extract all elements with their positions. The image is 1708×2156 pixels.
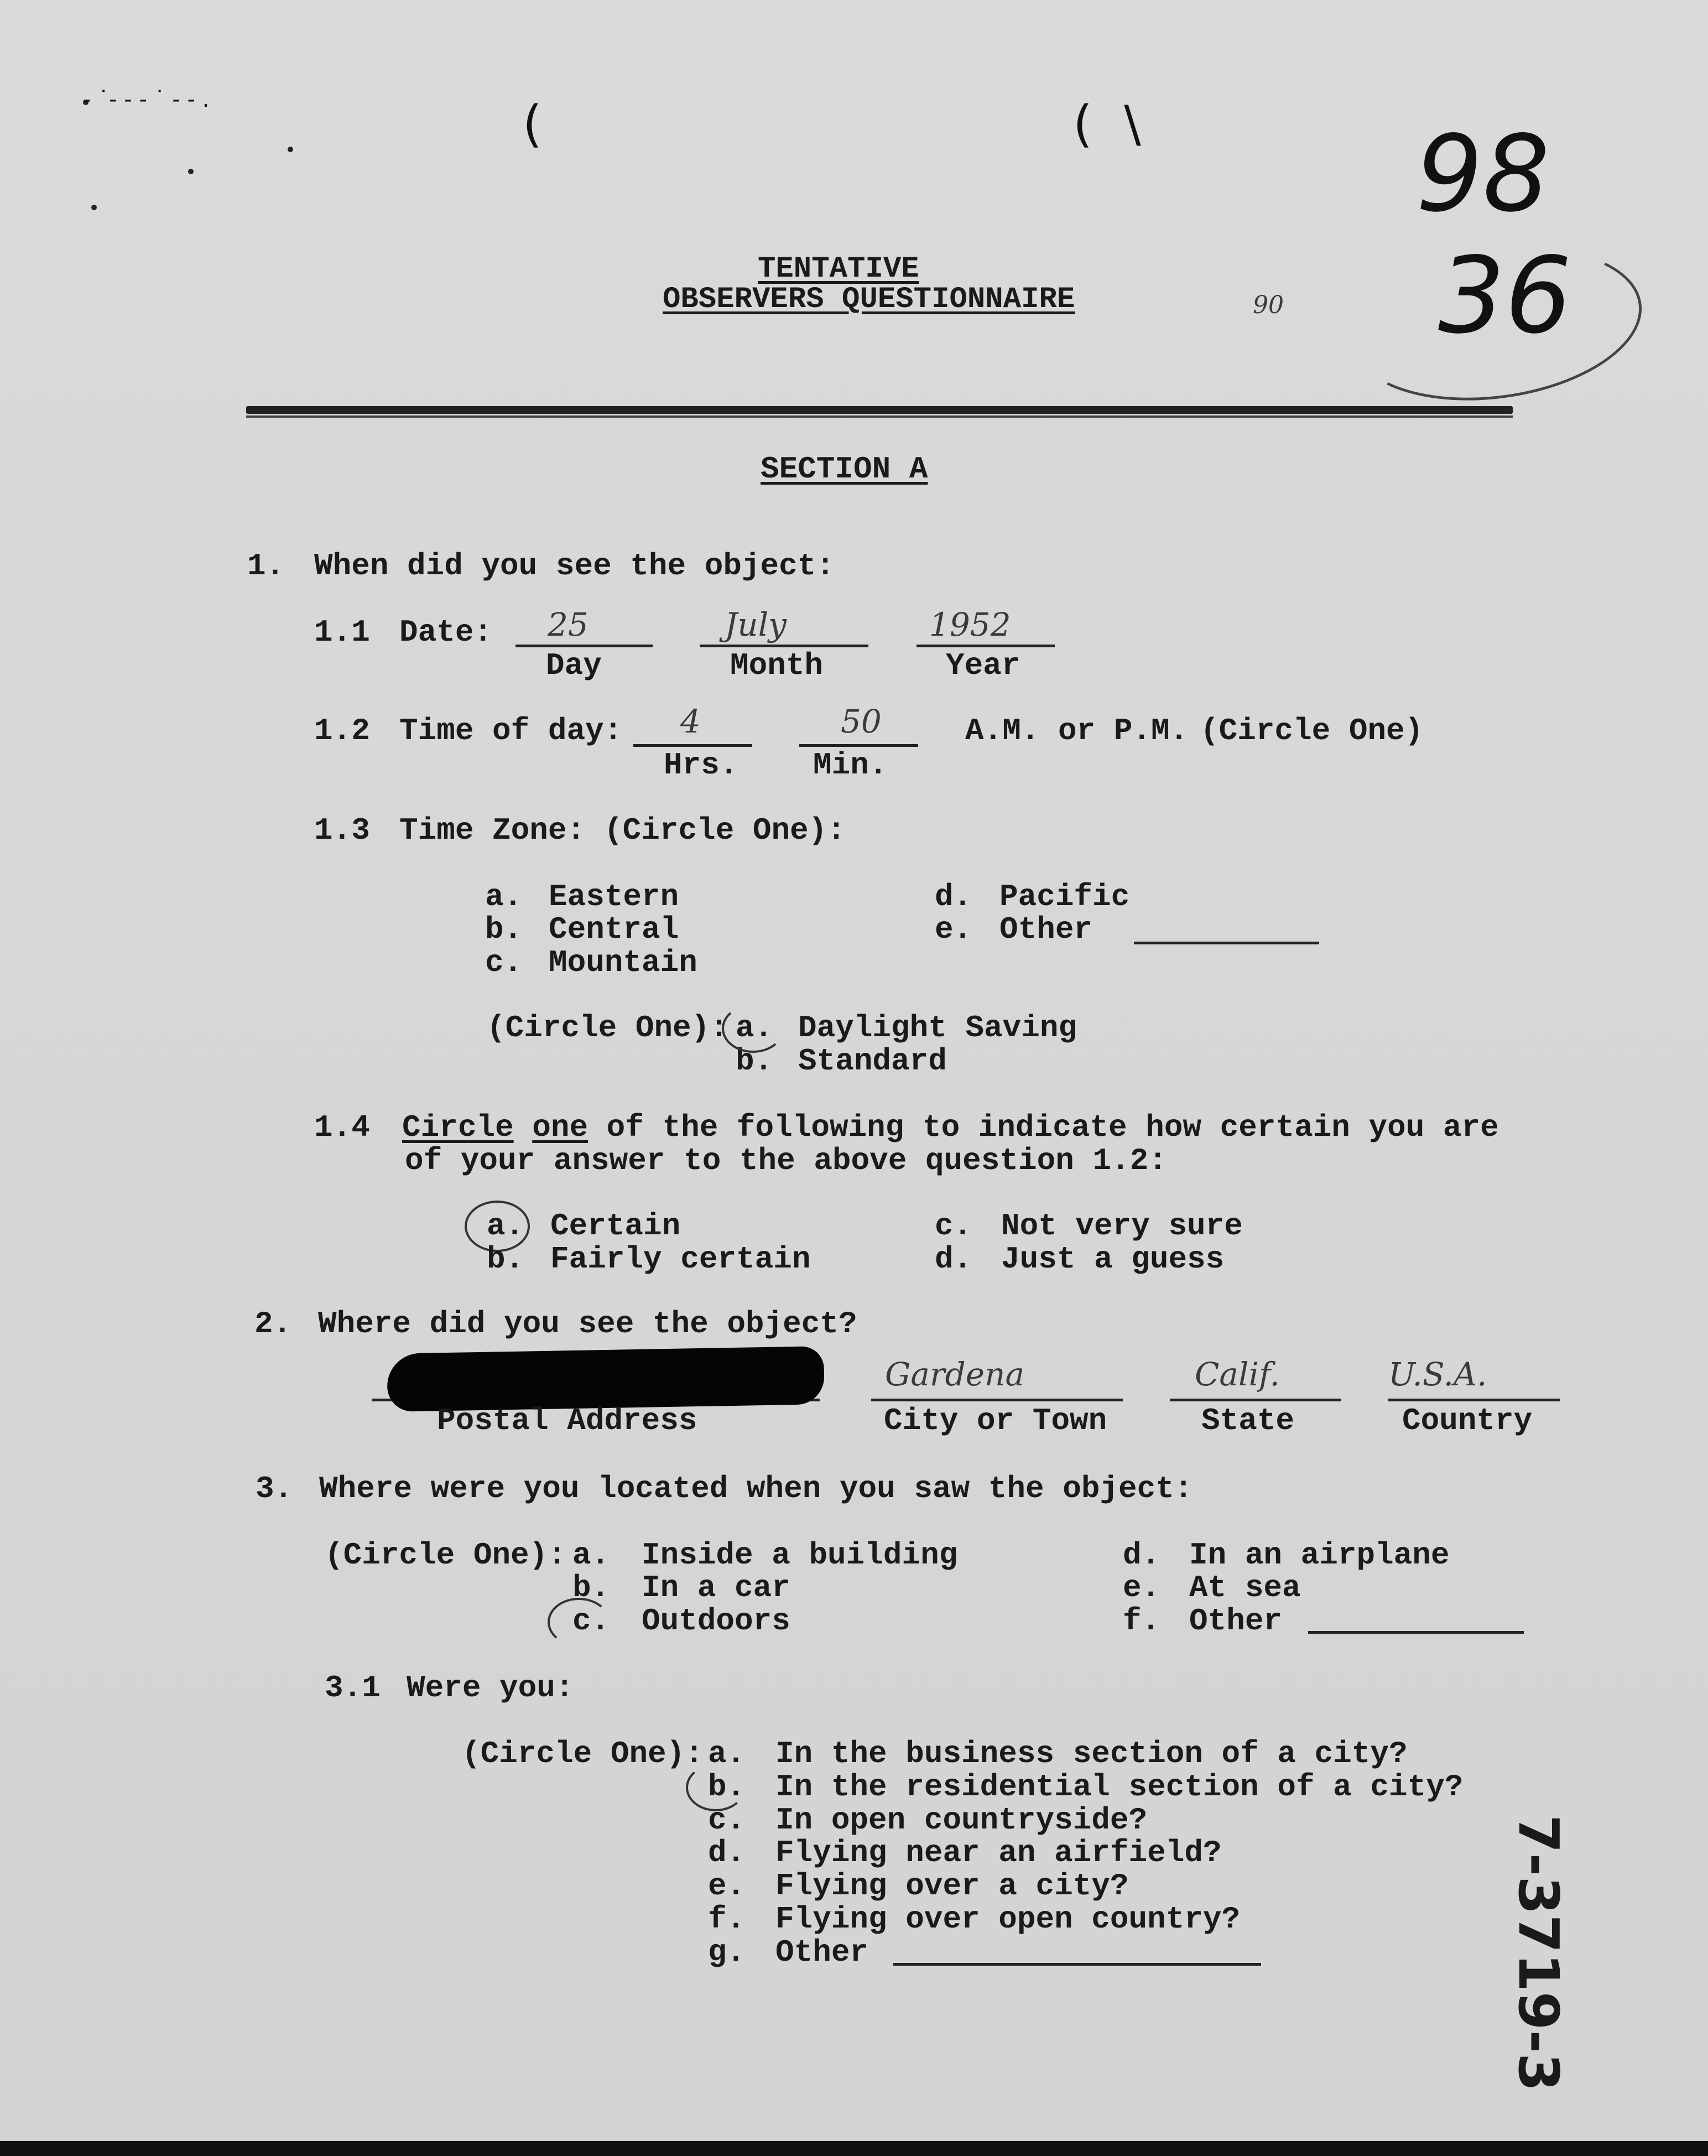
time-circle-instruction: (Circle One) xyxy=(1200,713,1424,749)
question-2-text: Where did you see the object? xyxy=(318,1306,857,1342)
location-option-b-letter: b. xyxy=(572,1570,610,1606)
zone-other-field[interactable] xyxy=(1134,942,1319,944)
section-heading: SECTION A xyxy=(761,451,928,487)
date-month-entry[interactable]: July xyxy=(725,606,787,643)
date-month-caption: Month xyxy=(730,648,824,683)
area-option-g[interactable]: Other xyxy=(775,1935,869,1970)
date-day-field[interactable] xyxy=(515,645,653,647)
time-minutes-entry[interactable]: 50 xyxy=(841,703,882,740)
dst-option-b-letter: b. xyxy=(736,1043,773,1079)
certainty-option-b[interactable]: Fairly certain xyxy=(550,1241,811,1277)
location-option-c-letter: c. xyxy=(572,1603,610,1639)
zone-option-b[interactable]: Central xyxy=(549,912,679,947)
zone-option-c-letter: c. xyxy=(485,945,523,980)
handwritten-circle xyxy=(1341,229,1652,418)
q3-instruction: (Circle One): xyxy=(325,1537,566,1573)
dst-option-b[interactable]: Standard xyxy=(798,1043,947,1079)
location-option-d-letter: d. xyxy=(1123,1537,1160,1573)
q1-4-circle-word: Circle xyxy=(402,1110,514,1145)
location-option-b[interactable]: In a car xyxy=(642,1570,790,1606)
country-entry[interactable]: U.S.A. xyxy=(1388,1355,1487,1393)
q1-2-number: 1.2 xyxy=(314,713,370,749)
area-option-e-letter: e. xyxy=(708,1868,746,1904)
zone-option-a-letter: a. xyxy=(485,879,523,915)
date-year-entry[interactable]: 1952 xyxy=(929,606,1011,643)
question-2-number: 2. xyxy=(254,1306,292,1342)
area-option-c-letter: c. xyxy=(708,1802,746,1838)
q1-3-number: 1.3 xyxy=(314,813,370,848)
certainty-option-c[interactable]: Not very sure xyxy=(1001,1208,1243,1244)
dst-option-a[interactable]: Daylight Saving xyxy=(798,1010,1077,1046)
area-option-b[interactable]: In the residential section of a city? xyxy=(775,1769,1464,1805)
q1-4-label xyxy=(402,1112,1499,1143)
scan-speck xyxy=(288,147,293,152)
scan-bracket: ( xyxy=(523,95,543,153)
area-option-d-letter: d. xyxy=(708,1835,746,1871)
date-month-field[interactable] xyxy=(700,645,868,647)
dst-option-a-letter: a. xyxy=(736,1010,773,1046)
location-option-d[interactable]: In an airplane xyxy=(1189,1537,1450,1573)
scan-bracket: ( \ xyxy=(1073,95,1141,153)
question-3-number: 3. xyxy=(256,1471,293,1506)
date-day-caption: Day xyxy=(546,648,602,683)
q1-4-label-line2: of your answer to the above question 1.2: xyxy=(405,1143,1167,1178)
zone-option-e-letter: e. xyxy=(935,912,972,947)
q1-4-space xyxy=(514,1110,533,1145)
location-c-circled-mark xyxy=(548,1598,610,1646)
document-title: TENTATIVE xyxy=(758,252,919,286)
zone-option-c[interactable]: Mountain xyxy=(549,945,697,980)
time-hours-caption: Hrs. xyxy=(664,747,738,783)
document-subtitle: OBSERVERS QUESTIONNAIRE xyxy=(663,283,1075,316)
dst-instruction: (Circle One): xyxy=(487,1010,728,1046)
q1-4-number: 1.4 xyxy=(314,1110,370,1145)
postal-address-caption: Postal Address xyxy=(437,1403,697,1438)
certainty-option-c-letter: c. xyxy=(935,1208,972,1244)
scan-speck xyxy=(91,205,97,210)
q1-1-number: 1.1 xyxy=(314,615,370,650)
area-option-c[interactable]: In open countryside? xyxy=(775,1802,1148,1838)
area-option-g-letter: g. xyxy=(708,1935,746,1970)
handwritten-number-top: 98 xyxy=(1416,113,1550,235)
state-caption: State xyxy=(1201,1403,1295,1438)
location-option-f[interactable]: Other xyxy=(1189,1603,1283,1639)
location-option-a-letter: a. xyxy=(572,1537,610,1573)
city-entry[interactable]: Gardena xyxy=(885,1355,1025,1393)
scan-speck xyxy=(188,169,194,174)
time-minutes-caption: Min. xyxy=(813,747,888,783)
certainty-option-b-letter: b. xyxy=(487,1241,524,1277)
q3-1-label: Were you: xyxy=(407,1670,574,1706)
location-option-e-letter: e. xyxy=(1123,1570,1160,1606)
city-caption: City or Town xyxy=(884,1403,1107,1438)
q1-1-label: Date: xyxy=(399,615,493,650)
file-number-vertical: 7-3719-3 xyxy=(1506,1815,1571,2092)
time-minutes-field[interactable] xyxy=(799,744,918,747)
date-year-field[interactable] xyxy=(917,645,1055,647)
q1-3-instruction: (Circle One): xyxy=(604,813,846,848)
q1-4-rest: of the following to indicate how certain you are xyxy=(588,1110,1499,1145)
date-day-entry[interactable]: 25 xyxy=(548,606,589,643)
handwritten-number-circled: 36 xyxy=(1438,235,1572,357)
area-option-f-letter: f. xyxy=(708,1902,746,1937)
certainty-option-d[interactable]: Just a guess xyxy=(1001,1241,1225,1277)
handwritten-note: 90 xyxy=(1253,291,1284,319)
header-rule-shadow xyxy=(246,415,1513,418)
location-option-e[interactable]: At sea xyxy=(1189,1570,1301,1606)
location-option-c[interactable]: Outdoors xyxy=(642,1603,790,1639)
certainty-option-a[interactable]: Certain xyxy=(550,1208,681,1244)
location-option-f-letter: f. xyxy=(1123,1603,1160,1639)
zone-option-b-letter: b. xyxy=(485,912,523,947)
question-1-number: 1. xyxy=(247,548,285,584)
redaction-bar xyxy=(387,1346,825,1412)
dst-a-circled-mark xyxy=(722,1004,784,1053)
question-1-text: When did you see the object: xyxy=(314,548,835,584)
time-ampm-options[interactable]: A.M. or P.M. xyxy=(965,713,1189,749)
scan-bottom-edge xyxy=(0,2141,1708,2156)
zone-option-e[interactable]: Other xyxy=(999,912,1093,947)
time-hours-field[interactable] xyxy=(633,744,752,747)
location-other-field[interactable] xyxy=(1308,1631,1524,1634)
location-option-a[interactable]: Inside a building xyxy=(642,1537,958,1573)
certainty-option-a-letter: a. xyxy=(487,1208,524,1244)
area-option-a[interactable]: In the business section of a city? xyxy=(775,1736,1408,1771)
zone-option-d[interactable]: Pacific xyxy=(999,879,1130,915)
state-field[interactable] xyxy=(1170,1399,1341,1401)
q1-3-label: Time Zone: xyxy=(399,813,586,848)
area-option-e[interactable]: Flying over a city? xyxy=(775,1868,1129,1904)
zone-option-a[interactable]: Eastern xyxy=(549,879,679,915)
q3-1-number: 3.1 xyxy=(325,1670,381,1706)
area-option-f[interactable]: Flying over open country? xyxy=(775,1902,1241,1937)
q1-2-label: Time of day: xyxy=(399,713,623,749)
scan-mark: - ˙- - - ˙ - - . xyxy=(83,87,210,112)
certainty-option-d-letter: d. xyxy=(935,1241,972,1277)
header-rule xyxy=(246,406,1513,414)
area-option-b-letter: b. xyxy=(708,1769,746,1805)
city-field[interactable] xyxy=(871,1399,1123,1401)
q1-4-one-word: one xyxy=(532,1110,589,1145)
area-other-field[interactable] xyxy=(893,1963,1261,1966)
time-hours-entry[interactable]: 4 xyxy=(680,703,701,740)
country-field[interactable] xyxy=(1388,1399,1560,1401)
country-caption: Country xyxy=(1402,1403,1533,1438)
date-year-caption: Year xyxy=(946,648,1020,683)
state-entry[interactable]: Calif. xyxy=(1195,1355,1280,1393)
q3-1-instruction: (Circle One): xyxy=(462,1736,704,1771)
area-option-d[interactable]: Flying near an airfield? xyxy=(775,1835,1222,1871)
area-option-a-letter: a. xyxy=(708,1736,746,1771)
zone-option-d-letter: d. xyxy=(935,879,972,915)
question-3-text: Where were you located when you saw the object: xyxy=(319,1471,1193,1506)
